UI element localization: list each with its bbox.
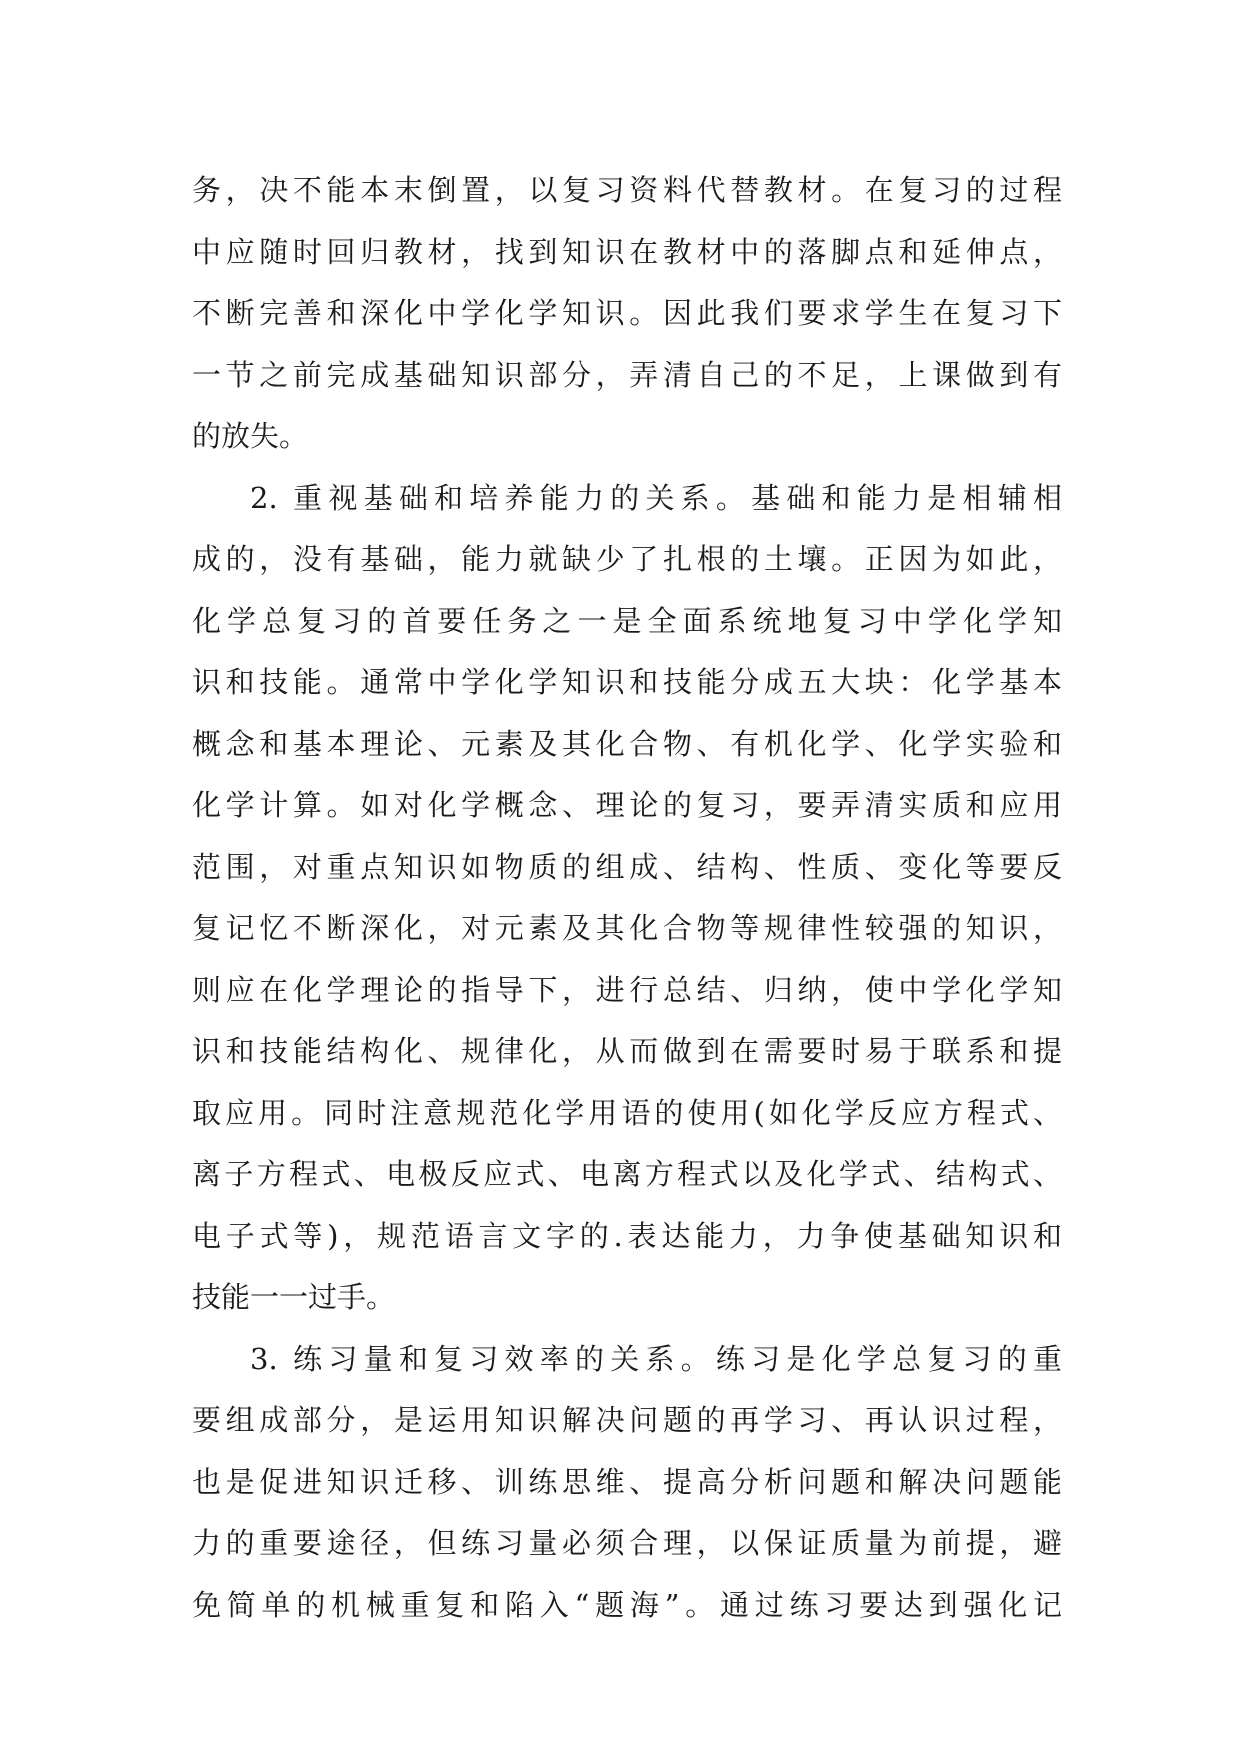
text-line: 免简单的机械重复和陷入“题海”。通过练习要达到强化记 [192, 1587, 1062, 1622]
paragraph [192, 1329, 1062, 1637]
text-line: 技能一一过手。 [192, 1280, 396, 1314]
paragraph [192, 468, 1062, 1329]
text-line: 离子方程式、电极反应式、电离方程式以及化学式、结构式、 [192, 1157, 1062, 1191]
paragraph [192, 160, 1062, 468]
text-line: 成的，没有基础，能力就缺少了扎根的土壤。正因为如此， [192, 542, 1062, 576]
text-line: 也是促进知识迁移、训练思维、提高分析问题和解决问题能 [192, 1464, 1062, 1499]
text-line: 识和技能。通常中学化学知识和技能分成五大块：化学基本 [192, 665, 1062, 699]
text-line: 取应用。同时注意规范化学用语的使用(如化学反应方程式、 [192, 1095, 1062, 1130]
text-line: 要组成部分，是运用知识解决问题的再学习、再认识过程， [192, 1403, 1062, 1437]
document-body [192, 160, 1062, 1636]
text-line: 3. 练习量和复习效率的关系。练习是化学总复习的重 [250, 1341, 1062, 1376]
text-line: 概念和基本理论、元素及其化合物、有机化学、化学实验和 [192, 726, 1062, 761]
text-line: 的放失。 [192, 419, 309, 453]
text-line: 2. 重视基础和培养能力的关系。基础和能力是相辅相 [250, 480, 1062, 515]
text-line: 务，决不能本末倒置，以复习资料代替教材。在复习的过程 [192, 173, 1062, 207]
text-line: 则应在化学理论的指导下，进行总结、归纳，使中学化学知 [192, 972, 1062, 1007]
text-line: 电子式等)，规范语言文字的.表达能力，力争使基础知识和 [192, 1218, 1062, 1253]
text-line: 化学总复习的首要任务之一是全面系统地复习中学化学知 [192, 603, 1062, 638]
text-line: 中应随时回归教材，找到知识在教材中的落脚点和延伸点， [192, 234, 1062, 269]
text-line: 识和技能结构化、规律化，从而做到在需要时易于联系和提 [192, 1034, 1062, 1068]
text-line: 一节之前完成基础知识部分，弄清自己的不足，上课做到有 [192, 357, 1062, 392]
text-line: 复记忆不断深化，对元素及其化合物等规律性较强的知识， [192, 911, 1062, 945]
text-line: 不断完善和深化中学化学知识。因此我们要求学生在复习下 [192, 296, 1062, 330]
text-line: 范围，对重点知识如物质的组成、结构、性质、变化等要反 [192, 849, 1062, 884]
text-line: 化学计算。如对化学概念、理论的复习，要弄清实质和应用 [192, 788, 1062, 822]
text-line: 力的重要途径，但练习量必须合理，以保证质量为前提，避 [192, 1526, 1062, 1560]
